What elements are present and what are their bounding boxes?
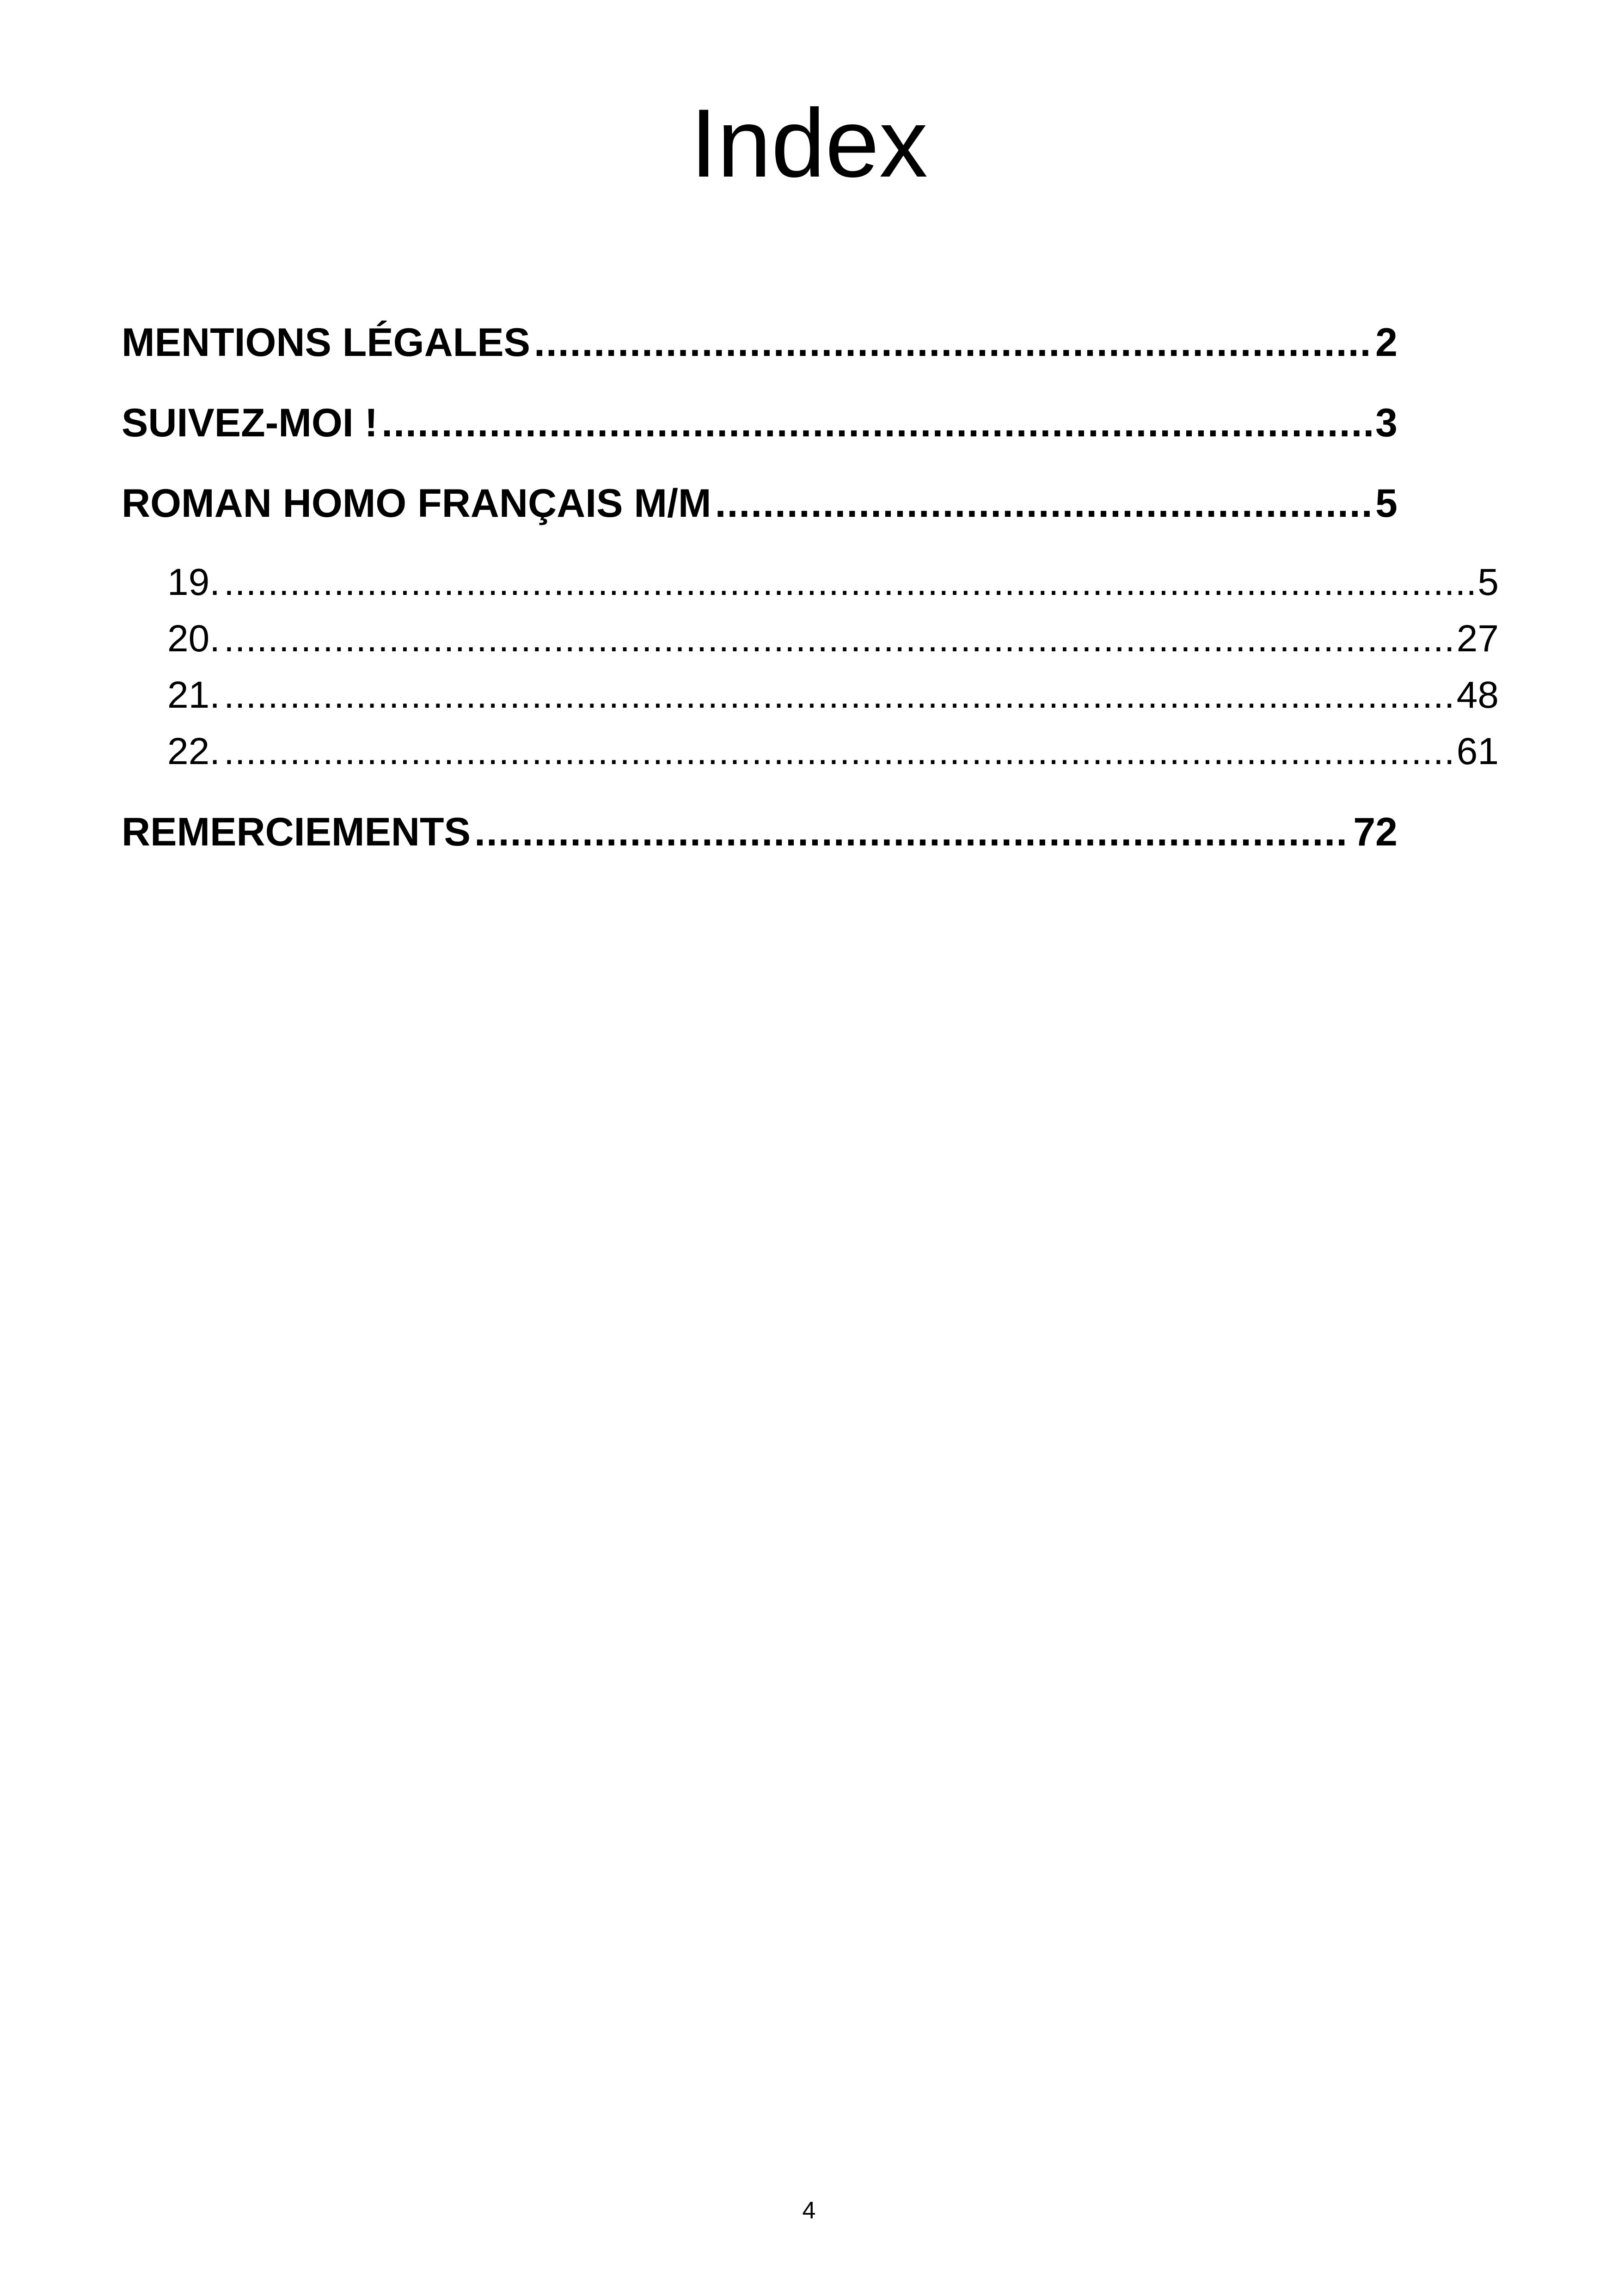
toc-subentry-page: 48 [1456,674,1499,716]
toc-subentry-page: 27 [1456,618,1499,660]
toc-entry-label: MENTIONS LÉGALES [122,320,530,365]
toc-leader-dots [224,557,1474,608]
toc-subentry-19[interactable] [167,557,1499,608]
toc-subentry-label: 19. [167,561,220,603]
toc-subentry-label: 21. [167,674,220,716]
toc-entry-suivez-moi[interactable] [122,398,1397,448]
toc-subentry-label: 22. [167,730,220,772]
page-number: 4 [802,2197,816,2224]
toc-leader-dots [715,478,1372,529]
toc-entry-page: 3 [1375,401,1397,445]
toc-entry-page: 72 [1353,810,1397,854]
toc-entry-remerciements[interactable] [122,807,1397,857]
toc-entry-roman[interactable] [122,478,1397,529]
toc-leader-dots [381,398,1372,448]
toc-subentry-20[interactable] [167,613,1499,664]
toc-leader-dots [534,317,1372,368]
toc-leader-dots [224,726,1453,777]
toc-subentry-page: 61 [1456,730,1499,772]
toc-subentry-page: 5 [1477,561,1499,603]
toc-entry-label: REMERCIEMENTS [122,810,471,854]
toc-subentry-21[interactable] [167,670,1499,721]
toc-subentry-label: 20. [167,618,220,660]
toc-leader-dots [474,807,1349,857]
toc-leader-dots [224,613,1453,664]
page-title: Index [690,89,928,197]
toc-leader-dots [224,670,1453,721]
toc-entry-page: 5 [1375,481,1397,526]
toc-entry-label: SUIVEZ-MOI ! [122,401,378,445]
toc-subentry-22[interactable] [167,726,1499,777]
toc-entry-page: 2 [1375,320,1397,365]
toc-entry-label: ROMAN HOMO FRANÇAIS M/M [122,481,711,526]
toc-entry-mentions-legales[interactable] [122,317,1397,368]
